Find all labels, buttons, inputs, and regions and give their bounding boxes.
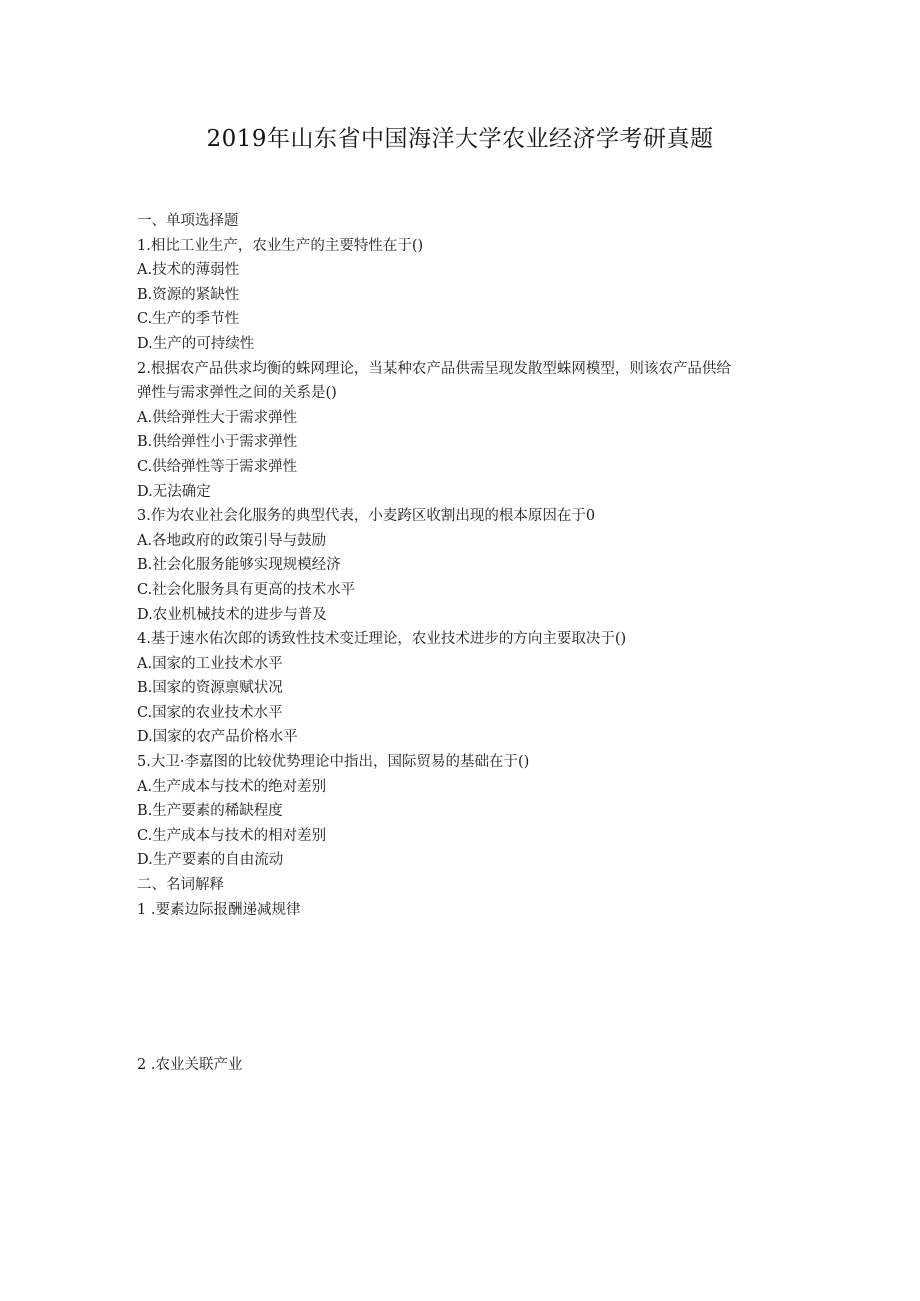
question-4-option-b: B.国家的资源禀赋状况 — [137, 680, 283, 697]
question-4-option-d: D.国家的农产品价格水平 — [137, 729, 298, 746]
answer-space — [137, 922, 797, 1053]
question-5-option-a: A.生产成本与技术的绝对差别 — [137, 778, 327, 795]
question-2-option-b: B.供给弹性小于需求弹性 — [137, 434, 298, 451]
question-3-option-c: C.社会化服务具有更高的技术水平 — [137, 581, 356, 598]
question-3-stem: 3.作为农业社会化服务的典型代表，小麦跨区收割出现的根本原因在于0 — [137, 508, 596, 525]
question-5-option-b: B.生产要素的稀缺程度 — [137, 803, 283, 820]
term-item-1: 1 .要素边际报酬递减规律 — [137, 901, 301, 918]
question-5-option-d: D.生产要素的自由流动 — [137, 852, 284, 869]
question-3-option-a: A.各地政府的政策引导与鼓励 — [137, 532, 327, 549]
document-title: 2019年山东省中国海洋大学农业经济学考研真题 — [206, 126, 714, 152]
section-heading-single-choice: 一、单项选择题 — [137, 213, 239, 229]
question-1-option-b: B.资源的紧缺性 — [137, 286, 240, 303]
document-body — [137, 209, 797, 1078]
question-2-stem-line-1: 2.根据农产品供求均衡的蛛网理论，当某种农产品供需呈现发散型蛛网模型，则该农产品供给 — [137, 360, 731, 377]
term-item-2: 2 .农业关联产业 — [137, 1057, 243, 1074]
question-1-option-c: C.生产的季节性 — [137, 311, 240, 328]
question-3-option-b: B.社会化服务能够实现规模经济 — [137, 557, 341, 574]
question-4-stem: 4.基于速水佑次郎的诱致性技术变迁理论，农业技术进步的方向主要取决于() — [137, 631, 627, 648]
question-4-option-c: C.国家的农业技术水平 — [137, 704, 283, 721]
question-1-option-a: A.技术的薄弱性 — [137, 262, 240, 279]
question-5-stem: 5.大卫·李嘉图的比较优势理论中指出，国际贸易的基础在于() — [137, 754, 530, 771]
question-2-option-c: C.供给弹性等于需求弹性 — [137, 458, 298, 475]
question-2-stem-line-2: 弹性与需求弹性之间的关系是() — [137, 385, 337, 402]
question-3-option-d: D.农业机械技术的进步与普及 — [137, 606, 327, 623]
question-5-option-c: C.生产成本与技术的相对差别 — [137, 827, 327, 844]
question-1-option-d: D.生产的可持续性 — [137, 335, 255, 352]
question-2-option-d: D.无法确定 — [137, 483, 211, 500]
question-4-option-a: A.国家的工业技术水平 — [137, 655, 283, 672]
question-1-stem: 1.相比工业生产，农业生产的主要特性在于() — [137, 237, 424, 254]
question-2-option-a: A.供给弹性大于需求弹性 — [137, 409, 298, 426]
section-heading-term-explanation: 二、名词解释 — [137, 877, 224, 894]
